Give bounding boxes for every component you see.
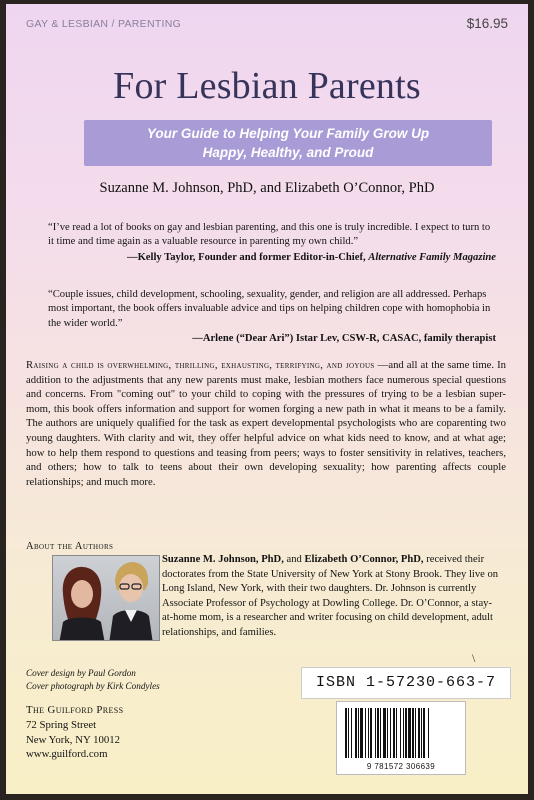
author-silhouette-right	[107, 560, 153, 641]
barcode-bar	[368, 708, 369, 758]
barcode-bar	[383, 708, 386, 758]
barcode-bar	[423, 708, 425, 758]
barcode-bar	[408, 708, 411, 758]
description-body: —and all at the same time. In addition to the adjustments that any new parents must make, lesbian mothers face numerous special questions and concerns. From "coming out" to your child to coping with the pressures of trying to be a lesbian super-mom, this book offers information and support for women forging a new path in what it means to be a family. The authors are uniquely qualified for the task as expert developmental psychologists who are coparenting two young daughters. With clarity and wit, they offer helpful advice on what kids need to know, and at what age; how to help them respond to questions and teasing from peers; ways to foster sensitivity in relatives, teachers, and others; how to talk to teens about their own developing sexuality; how parenting affects couple relationships; and much more.	[26, 359, 506, 488]
book-title: For Lesbian Parents	[113, 65, 421, 107]
barcode-bar	[403, 708, 404, 758]
barcode-bar	[400, 708, 401, 758]
about-authors-text	[162, 553, 500, 641]
barcode-bar	[377, 708, 379, 758]
barcode-bar	[360, 708, 363, 758]
barcode-bar	[415, 708, 416, 758]
author-silhouette-left	[59, 564, 105, 641]
barcode-bar	[412, 708, 414, 758]
barcode-bar	[421, 708, 422, 758]
blurb-quote: “I’ve read a lot of books on gay and lesbian parenting, and this one is truly incredible. I expect to turn to it time and time again as a valuable resource in parenting my own child.”	[48, 222, 491, 248]
barcode-bar	[405, 708, 407, 758]
about-authors-heading: About the Authors	[26, 541, 114, 552]
blurb	[48, 288, 496, 346]
book-description	[26, 358, 506, 489]
cover-design-credit: Cover design by Paul Gordon	[26, 668, 136, 678]
stray-mark: \	[472, 651, 476, 665]
author-bio: received their doctorates from the State University of New York at Stony Brook. They live on Long Island, New York, with their two daughters. Dr. Johnson is currently Associate Professor of Psychology at Dowling College. Dr. O’Connor, a stay-at-home mom, is a researcher and writer focusing on child development, adult relationships, and families.	[162, 554, 499, 638]
barcode-bar	[428, 708, 429, 758]
barcode-bar	[370, 708, 372, 758]
barcode-bar	[418, 708, 420, 758]
author-2-name: Elizabeth O’Connor, PhD,	[304, 554, 424, 565]
publisher-website: www.guilford.com	[26, 748, 108, 761]
author-joiner: and	[283, 554, 305, 565]
barcode-bar	[365, 708, 366, 758]
cover-credits	[26, 667, 160, 693]
isbn-label: ISBN 1-57230-663-7	[315, 674, 497, 691]
barcode-bar	[387, 708, 388, 758]
blurb-quote: “Couple issues, child development, schooling, sexuality, gender, and religion are all addressed. Perhaps most important, the book offers invaluable advice and tips on helping children cope with homophobia in the wider world.”	[48, 289, 491, 329]
barcode-bar	[396, 708, 397, 758]
blurb	[48, 221, 496, 265]
book-back-cover	[6, 4, 528, 794]
description-lead: Raising a child is overwhelming, thrilling, exhausting, terrifying, and joyous	[26, 359, 375, 371]
isbn-sticker	[301, 667, 511, 699]
blurb-attribution	[48, 332, 496, 346]
publisher-street: 72 Spring Street	[26, 718, 97, 731]
barcode-bar	[358, 708, 359, 758]
blurb-publication: Alternative Family Magazine	[368, 251, 496, 263]
price-label: $16.95	[466, 16, 508, 31]
blurb-attribution-name: —Arlene (“Dear Ari”) Istar Lev, CSW-R, CASAC, family therapist	[192, 332, 496, 344]
subtitle-line-1: Your Guide to Helping Your Family Grow Up	[146, 126, 430, 141]
publisher-name: The Guilford Press	[26, 704, 124, 716]
category-label: GAY & LESBIAN / PARENTING	[26, 18, 182, 30]
blurb-attribution-name: —Kelly Taylor, Founder and former Editor-in-Chief,	[126, 251, 369, 263]
barcode-bar	[351, 708, 352, 758]
barcode-bar	[355, 708, 357, 758]
author-byline: Suzanne M. Johnson, PhD, and Elizabeth O’Connor, PhD	[99, 180, 435, 196]
subtitle-band	[84, 120, 492, 166]
barcode-bar	[390, 708, 391, 758]
publisher-city: New York, NY 10012	[26, 733, 121, 746]
cover-photo-credit: Cover photograph by Kirk Condyles	[26, 681, 160, 691]
barcode-bar	[348, 708, 349, 758]
authors-photo	[52, 555, 160, 641]
barcode-bars	[343, 708, 459, 758]
publisher-block	[26, 703, 123, 762]
barcode	[336, 701, 466, 775]
subtitle-line-2: Happy, Healthy, and Proud	[202, 145, 374, 160]
author-1-name: Suzanne M. Johnson, PhD,	[162, 554, 284, 565]
barcode-number: 9 781572 306639	[366, 762, 436, 771]
blurb-attribution	[48, 251, 496, 265]
barcode-bar	[393, 708, 395, 758]
barcode-bar	[380, 708, 381, 758]
barcode-bar	[375, 708, 376, 758]
barcode-bar	[345, 708, 347, 758]
